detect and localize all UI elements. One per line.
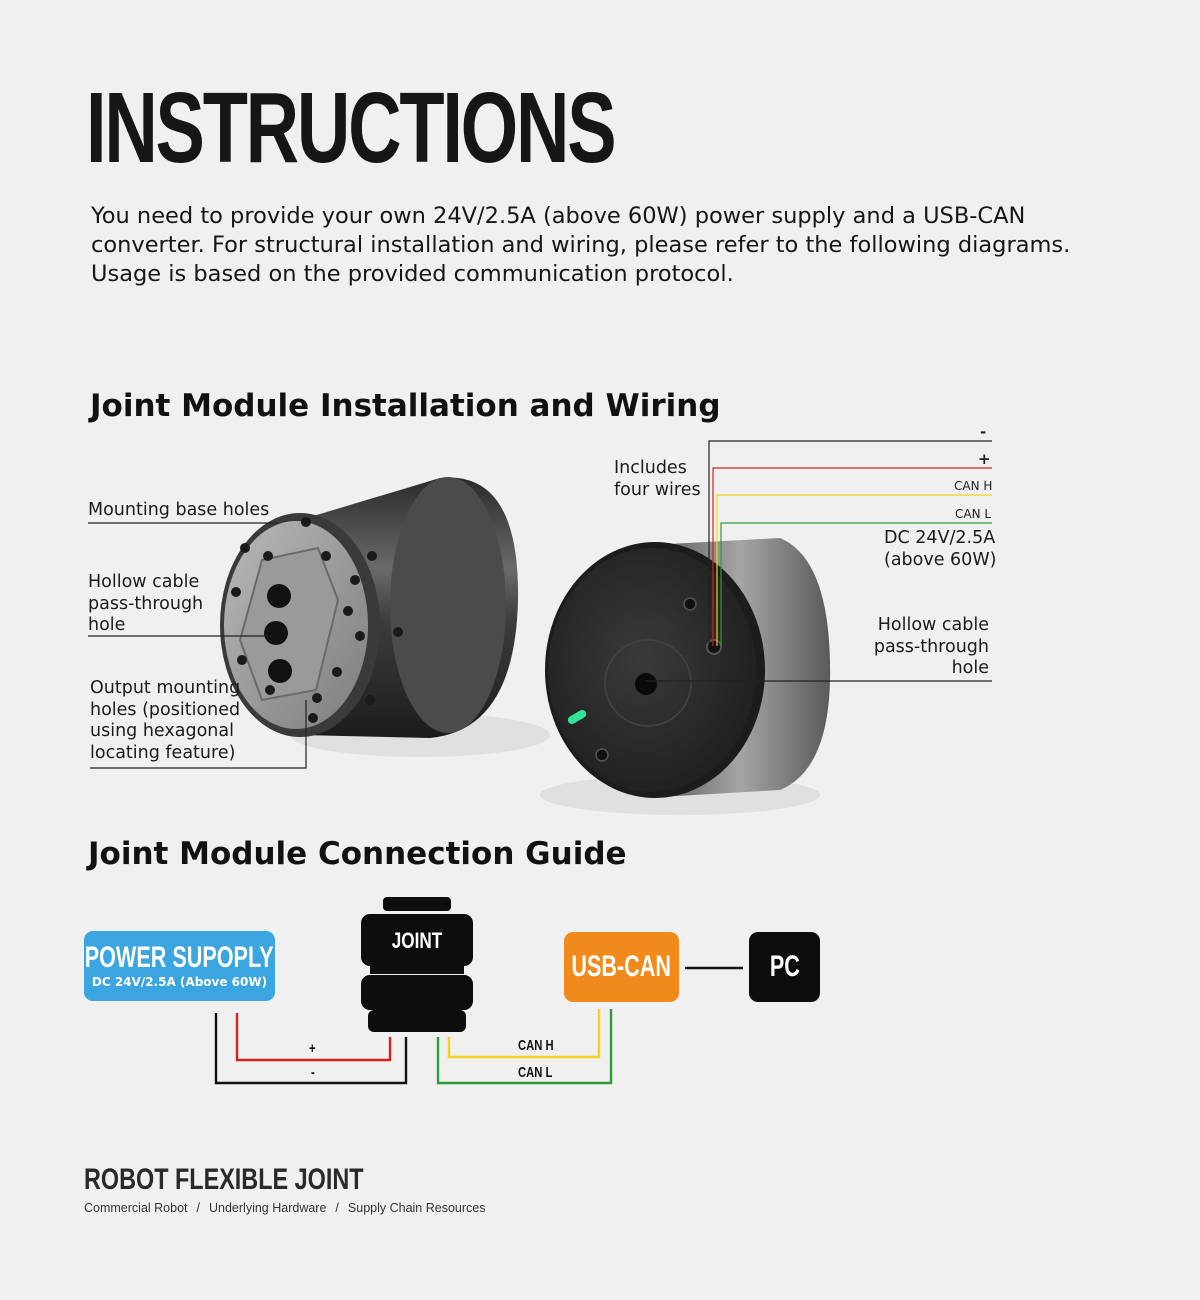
label-hollow-hole-right: Hollow cable pass-through hole: [873, 615, 989, 678]
installation-title: Joint Module Installation and Wiring: [90, 388, 721, 424]
label-mounting-base-holes: Mounting base holes: [88, 500, 270, 520]
joint-module-rear-view: [540, 538, 830, 815]
power-supply-spec: DC 24V/2.5A (Above 60W): [91, 975, 268, 989]
wire-can-l-label: CAN L: [955, 507, 992, 521]
breadcrumb-item: Underlying Hardware: [209, 1201, 327, 1215]
guide-can-l-label: CAN L: [518, 1064, 553, 1081]
joint-icon: [361, 897, 473, 1032]
power-supply-title: POWER SUPOPLY: [85, 941, 274, 974]
power-supply-box: [84, 931, 275, 1001]
page-title: INSTRUCTIONS: [86, 72, 615, 184]
joint-label: JOINT: [391, 928, 443, 953]
usb-can-label: USB-CAN: [571, 950, 672, 983]
label-four-wires: Includes four wires: [614, 458, 701, 500]
breadcrumb-item: Commercial Robot: [84, 1201, 188, 1215]
pc-box: [749, 932, 820, 1002]
label-hollow-hole-left: Hollow cable pass-through hole: [88, 572, 204, 635]
footer-breadcrumb: [84, 1201, 485, 1215]
label-output-mounting-holes: Output mounting holes (positioned using hexagonal locating feature): [90, 678, 241, 763]
guide-minus-label: -: [311, 1064, 315, 1081]
pc-label: PC: [769, 950, 800, 983]
usb-can-box: [564, 932, 679, 1002]
wire-can-h-label: CAN H: [954, 479, 993, 493]
guide-can-h-label: CAN H: [518, 1037, 554, 1054]
breadcrumb-separator: /: [335, 1201, 339, 1215]
footer-title: ROBOT FLEXIBLE JOINT: [84, 1163, 364, 1196]
label-dc-spec: DC 24V/2.5A (above 60W): [884, 528, 997, 570]
guide-plus-label: +: [309, 1040, 316, 1057]
wire-plus-label: +: [978, 450, 991, 468]
intro-text: You need to provide your own 24V/2.5A (above 60W) power supply and a USB-CAN converter. For structural installation and wiring, please refer to the following diagrams. Usage is based on the provided communication protocol.: [91, 203, 1071, 287]
breadcrumb-item: Supply Chain Resources: [347, 1201, 486, 1215]
breadcrumb-separator: /: [196, 1201, 200, 1215]
joint-module-front-view: [220, 477, 550, 757]
wire-minus-label: -: [980, 423, 987, 441]
guide-title: Joint Module Connection Guide: [88, 836, 627, 872]
